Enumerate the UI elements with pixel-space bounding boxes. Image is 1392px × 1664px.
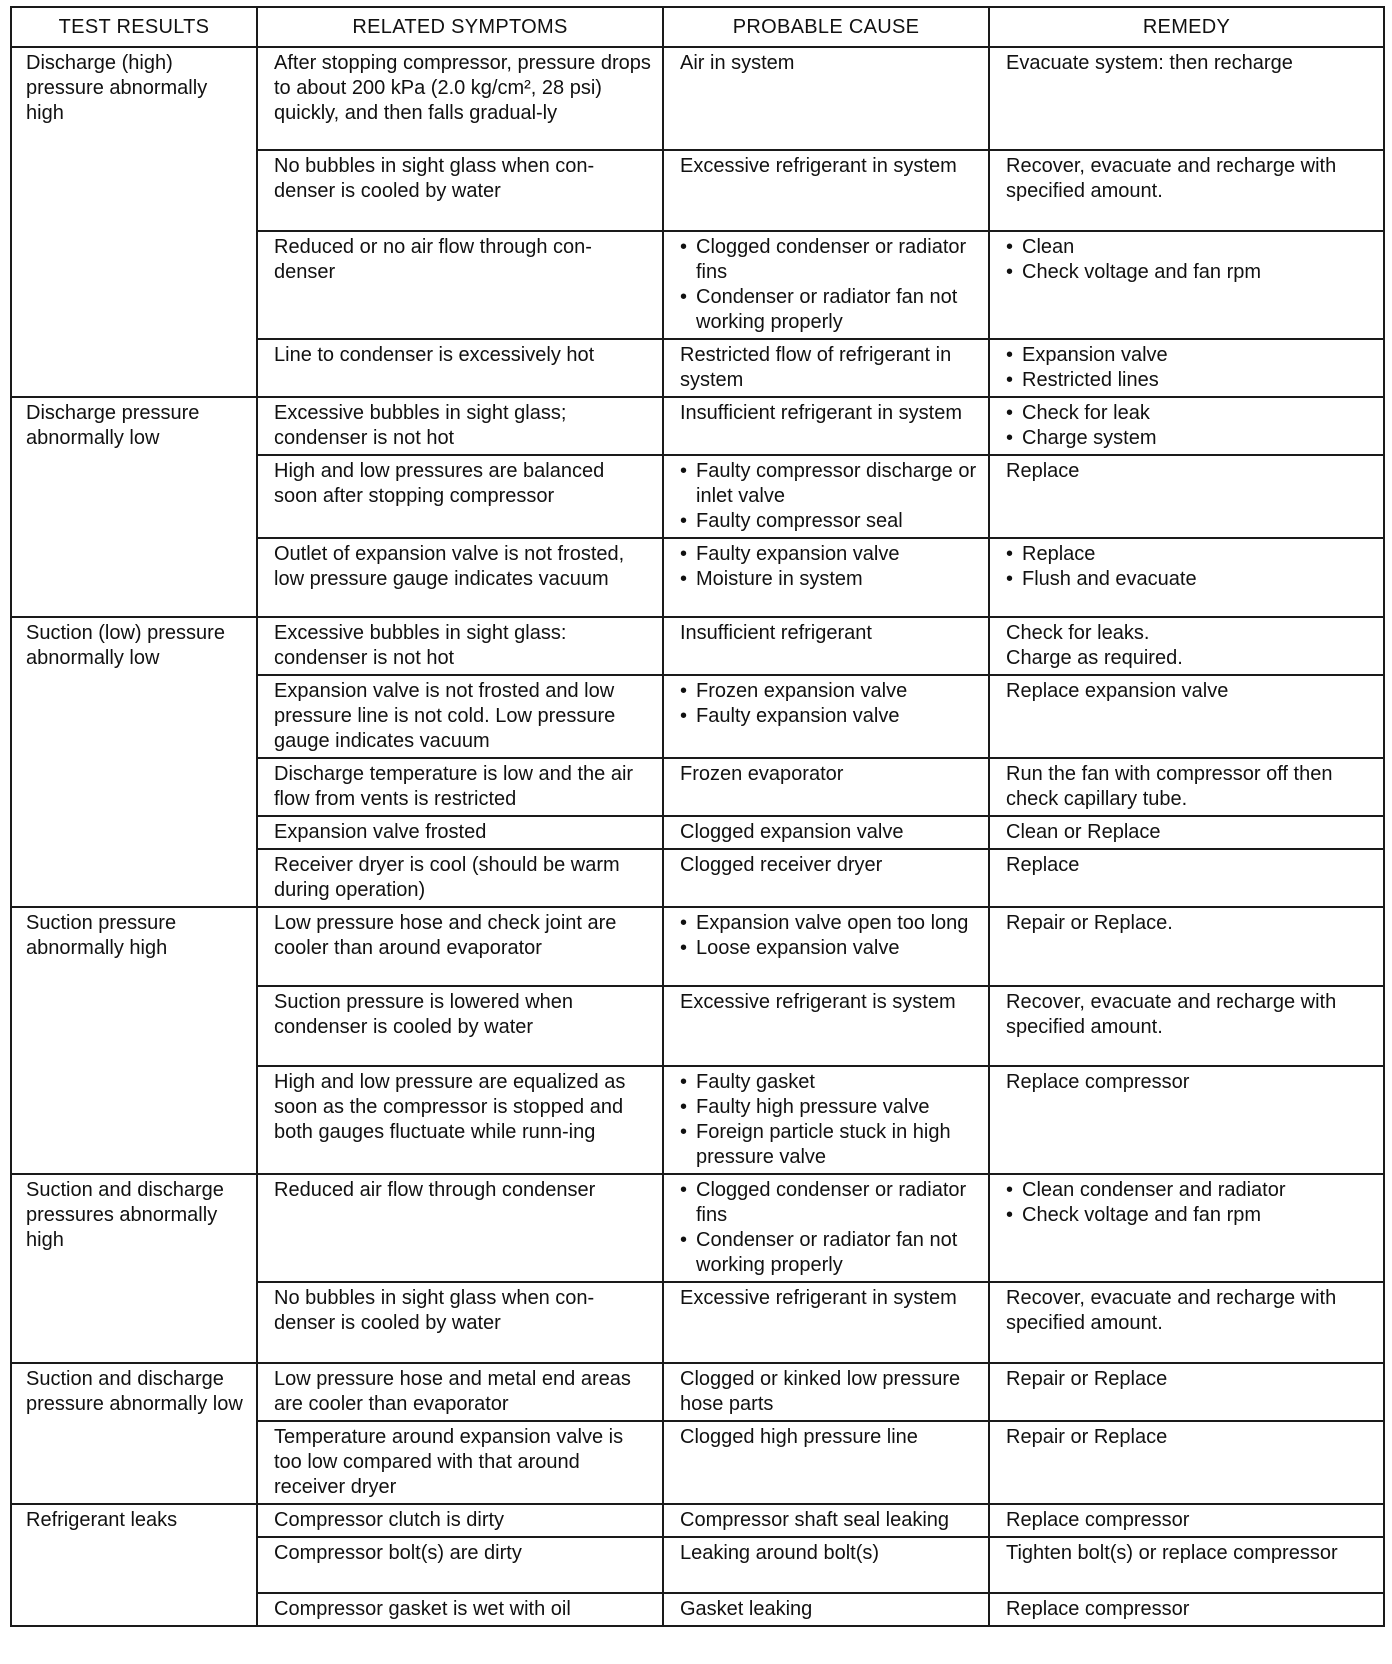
- remedy-cell: [989, 1537, 1384, 1593]
- remedy-cell: [989, 1282, 1384, 1363]
- cause-cell-item: • Moisture in system: [680, 567, 978, 592]
- cause-cell: [663, 397, 989, 455]
- cause-cell-text: Clogged high pressure line: [680, 1426, 918, 1448]
- cause-cell: [663, 538, 989, 617]
- symptom-cell: Suction pressure is lowered when condenser is cooled by water: [257, 986, 663, 1066]
- cause-cell-list: [680, 1178, 978, 1278]
- cause-cell-item: • Faulty high pressure valve: [680, 1095, 978, 1120]
- table-body: [11, 47, 1384, 1626]
- table-row: [11, 907, 1384, 986]
- cause-cell-text: Air in system: [680, 52, 795, 74]
- remedy-cell: [989, 339, 1384, 397]
- symptom-cell: Compressor gasket is wet with oil: [257, 1593, 663, 1626]
- remedy-cell: [989, 47, 1384, 150]
- troubleshooting-table: [10, 6, 1385, 1627]
- remedy-cell-text: Recover, evacuate and recharge with specified amount.: [1006, 991, 1337, 1038]
- remedy-cell-item: • Charge system: [1006, 426, 1373, 451]
- remedy-cell-item: • Check voltage and fan rpm: [1006, 1203, 1373, 1228]
- remedy-cell: [989, 1174, 1384, 1282]
- symptom-cell: No bubbles in sight glass when con-denser is cooled by water: [257, 1282, 663, 1363]
- header-remedy: REMEDY: [989, 7, 1384, 47]
- remedy-cell-text: Replace compressor: [1006, 1598, 1190, 1620]
- remedy-cell: [989, 397, 1384, 455]
- cause-cell-text: Excessive refrigerant is system: [680, 991, 956, 1013]
- cause-cell-text: Excessive refrigerant in system: [680, 155, 957, 177]
- cause-cell: [663, 1174, 989, 1282]
- remedy-cell-item: • Check for leak: [1006, 401, 1373, 426]
- table-row: [11, 1504, 1384, 1537]
- symptom-cell: After stopping compressor, pressure drops to about 200 kPa (2.0 kg/cm², 28 psi) quickly, and then falls gradual-ly: [257, 47, 663, 150]
- cause-cell-text: Insufficient refrigerant: [680, 622, 872, 644]
- remedy-cell-text: Replace: [1006, 854, 1080, 876]
- cause-cell-item: • Condenser or radiator fan not working properly: [680, 285, 978, 335]
- cause-cell: [663, 1504, 989, 1537]
- symptom-cell: Compressor clutch is dirty: [257, 1504, 663, 1537]
- symptom-cell: Outlet of expansion valve is not frosted, low pressure gauge indicates vacuum: [257, 538, 663, 617]
- cause-cell: [663, 1593, 989, 1626]
- remedy-cell-item: • Clean: [1006, 235, 1373, 260]
- remedy-cell: [989, 849, 1384, 907]
- cause-cell-list: [680, 679, 978, 729]
- cause-cell: [663, 986, 989, 1066]
- cause-cell-item: • Faulty compressor discharge or inlet valve: [680, 459, 978, 509]
- remedy-cell-text: Tighten bolt(s) or replace compressor: [1006, 1542, 1338, 1564]
- cause-cell-item: • Clogged condenser or radiator fins: [680, 235, 978, 285]
- remedy-cell: [989, 907, 1384, 986]
- symptom-cell: Reduced air flow through condenser: [257, 1174, 663, 1282]
- cause-cell-item: • Condenser or radiator fan not working properly: [680, 1228, 978, 1278]
- header-test-results: TEST RESULTS: [11, 7, 257, 47]
- symptom-cell: Low pressure hose and check joint are cooler than around evaporator: [257, 907, 663, 986]
- remedy-cell-text: Run the fan with compressor off then check capillary tube.: [1006, 763, 1333, 810]
- remedy-cell-list: [1006, 401, 1373, 451]
- cause-cell-item: • Foreign particle stuck in high pressure valve: [680, 1120, 978, 1170]
- cause-cell: [663, 339, 989, 397]
- test-result-cell: Discharge pressure abnormally low: [11, 397, 257, 617]
- cause-cell: [663, 231, 989, 339]
- cause-cell-text: Frozen evaporator: [680, 763, 844, 785]
- cause-cell-text: Leaking around bolt(s): [680, 1542, 880, 1564]
- cause-cell: [663, 816, 989, 849]
- cause-cell-item: • Expansion valve open too long: [680, 911, 978, 936]
- symptom-cell: Low pressure hose and metal end areas are cooler than evaporator: [257, 1363, 663, 1421]
- remedy-cell-text: Evacuate system: then recharge: [1006, 52, 1293, 74]
- header-probable-cause: PROBABLE CAUSE: [663, 7, 989, 47]
- remedy-cell-text: Repair or Replace.: [1006, 912, 1173, 934]
- table-row: [11, 1174, 1384, 1282]
- cause-cell: [663, 1066, 989, 1174]
- remedy-cell-item: • Flush and evacuate: [1006, 567, 1373, 592]
- test-result-cell: Suction pressure abnormally high: [11, 907, 257, 1174]
- symptom-cell: Expansion valve is not frosted and low pressure line is not cold. Low pressure gauge indicates vacuum: [257, 675, 663, 758]
- cause-cell: [663, 1282, 989, 1363]
- cause-cell: [663, 1363, 989, 1421]
- test-result-cell: Discharge (high) pressure abnormally high: [11, 47, 257, 397]
- remedy-cell-list: [1006, 343, 1373, 393]
- remedy-cell-item: • Clean condenser and radiator: [1006, 1178, 1373, 1203]
- remedy-cell: [989, 816, 1384, 849]
- symptom-cell: Temperature around expansion valve is too low compared with that around receiver dryer: [257, 1421, 663, 1504]
- remedy-cell-text: Repair or Replace: [1006, 1426, 1168, 1448]
- remedy-cell-text: Clean or Replace: [1006, 821, 1161, 843]
- cause-cell-text: Clogged expansion valve: [680, 821, 904, 843]
- cause-cell-item: • Faulty compressor seal: [680, 509, 978, 534]
- test-result-cell: Suction (low) pressure abnormally low: [11, 617, 257, 907]
- cause-cell-item: • Loose expansion valve: [680, 936, 978, 961]
- symptom-cell: High and low pressure are equalized as soon as the compressor is stopped and both gauges fluctuate while runn-ing: [257, 1066, 663, 1174]
- cause-cell-text: Insufficient refrigerant in system: [680, 402, 962, 424]
- cause-cell-text: Excessive refrigerant in system: [680, 1287, 957, 1309]
- symptom-cell: Compressor bolt(s) are dirty: [257, 1537, 663, 1593]
- remedy-cell: [989, 1504, 1384, 1537]
- remedy-cell-text: Check for leaks.: [1006, 622, 1150, 644]
- cause-cell-item: • Clogged condenser or radiator fins: [680, 1178, 978, 1228]
- cause-cell-list: [680, 542, 978, 592]
- remedy-cell: [989, 1066, 1384, 1174]
- cause-cell-item: • Faulty expansion valve: [680, 704, 978, 729]
- cause-cell-text: Clogged receiver dryer: [680, 854, 883, 876]
- remedy-cell: [989, 455, 1384, 538]
- table-row: [11, 47, 1384, 150]
- cause-cell-list: [680, 911, 978, 961]
- symptom-cell: High and low pressures are balanced soon after stopping compressor: [257, 455, 663, 538]
- remedy-cell: [989, 675, 1384, 758]
- symptom-cell: Discharge temperature is low and the air flow from vents is restricted: [257, 758, 663, 816]
- cause-cell-text: Compressor shaft seal leaking: [680, 1509, 950, 1531]
- remedy-cell-item: • Restricted lines: [1006, 368, 1373, 393]
- remedy-cell-text: Replace: [1006, 460, 1080, 482]
- remedy-cell: [989, 1363, 1384, 1421]
- remedy-cell: [989, 617, 1384, 675]
- cause-cell: [663, 1537, 989, 1593]
- remedy-cell-list: [1006, 1178, 1373, 1228]
- header-row: [11, 7, 1384, 47]
- remedy-cell: [989, 231, 1384, 339]
- remedy-cell-text: Repair or Replace: [1006, 1368, 1168, 1390]
- cause-cell-list: [680, 459, 978, 534]
- test-result-cell: Suction and discharge pressures abnormally high: [11, 1174, 257, 1363]
- symptom-cell: Receiver dryer is cool (should be warm during operation): [257, 849, 663, 907]
- cause-cell: [663, 675, 989, 758]
- symptom-cell: Excessive bubbles in sight glass; condenser is not hot: [257, 397, 663, 455]
- troubleshooting-page: [10, 6, 1383, 1627]
- table-row: [11, 617, 1384, 675]
- cause-cell-item: • Faulty expansion valve: [680, 542, 978, 567]
- remedy-cell: [989, 986, 1384, 1066]
- remedy-cell-text: Recover, evacuate and recharge with specified amount.: [1006, 155, 1337, 202]
- cause-cell-item: • Faulty gasket: [680, 1070, 978, 1095]
- remedy-cell: [989, 538, 1384, 617]
- cause-cell-text: Restricted flow of refrigerant in system: [680, 344, 952, 391]
- cause-cell: [663, 47, 989, 150]
- cause-cell: [663, 758, 989, 816]
- cause-cell: [663, 455, 989, 538]
- cause-cell-list: [680, 235, 978, 335]
- test-result-cell: Suction and discharge pressure abnormally low: [11, 1363, 257, 1504]
- remedy-cell-item: • Replace: [1006, 542, 1373, 567]
- remedy-cell-list: [1006, 542, 1373, 592]
- remedy-cell: [989, 150, 1384, 231]
- remedy-cell-item: • Expansion valve: [1006, 343, 1373, 368]
- remedy-cell-text: Replace compressor: [1006, 1071, 1190, 1093]
- remedy-cell-list: [1006, 235, 1373, 285]
- remedy-cell-item: • Check voltage and fan rpm: [1006, 260, 1373, 285]
- remedy-cell-text: Replace compressor: [1006, 1509, 1190, 1531]
- cause-cell: [663, 1421, 989, 1504]
- table-row: [11, 1363, 1384, 1421]
- symptom-cell: Excessive bubbles in sight glass: condenser is not hot: [257, 617, 663, 675]
- cause-cell-item: • Frozen expansion valve: [680, 679, 978, 704]
- test-result-cell: Refrigerant leaks: [11, 1504, 257, 1626]
- table-row: [11, 397, 1384, 455]
- symptom-cell: No bubbles in sight glass when con-denser is cooled by water: [257, 150, 663, 231]
- cause-cell-text: Clogged or kinked low pressure hose parts: [680, 1368, 961, 1415]
- remedy-cell-text: Charge as required.: [1006, 647, 1183, 669]
- remedy-cell-text: Replace expansion valve: [1006, 680, 1229, 702]
- remedy-cell: [989, 1593, 1384, 1626]
- header-related-symptoms: RELATED SYMPTOMS: [257, 7, 663, 47]
- cause-cell: [663, 150, 989, 231]
- remedy-cell: [989, 758, 1384, 816]
- cause-cell-text: Gasket leaking: [680, 1598, 813, 1620]
- symptom-cell: Line to condenser is excessively hot: [257, 339, 663, 397]
- remedy-cell: [989, 1421, 1384, 1504]
- cause-cell: [663, 907, 989, 986]
- symptom-cell: Reduced or no air flow through con-denser: [257, 231, 663, 339]
- remedy-cell-text: Recover, evacuate and recharge with specified amount.: [1006, 1287, 1337, 1334]
- symptom-cell: Expansion valve frosted: [257, 816, 663, 849]
- cause-cell: [663, 849, 989, 907]
- cause-cell: [663, 617, 989, 675]
- cause-cell-list: [680, 1070, 978, 1170]
